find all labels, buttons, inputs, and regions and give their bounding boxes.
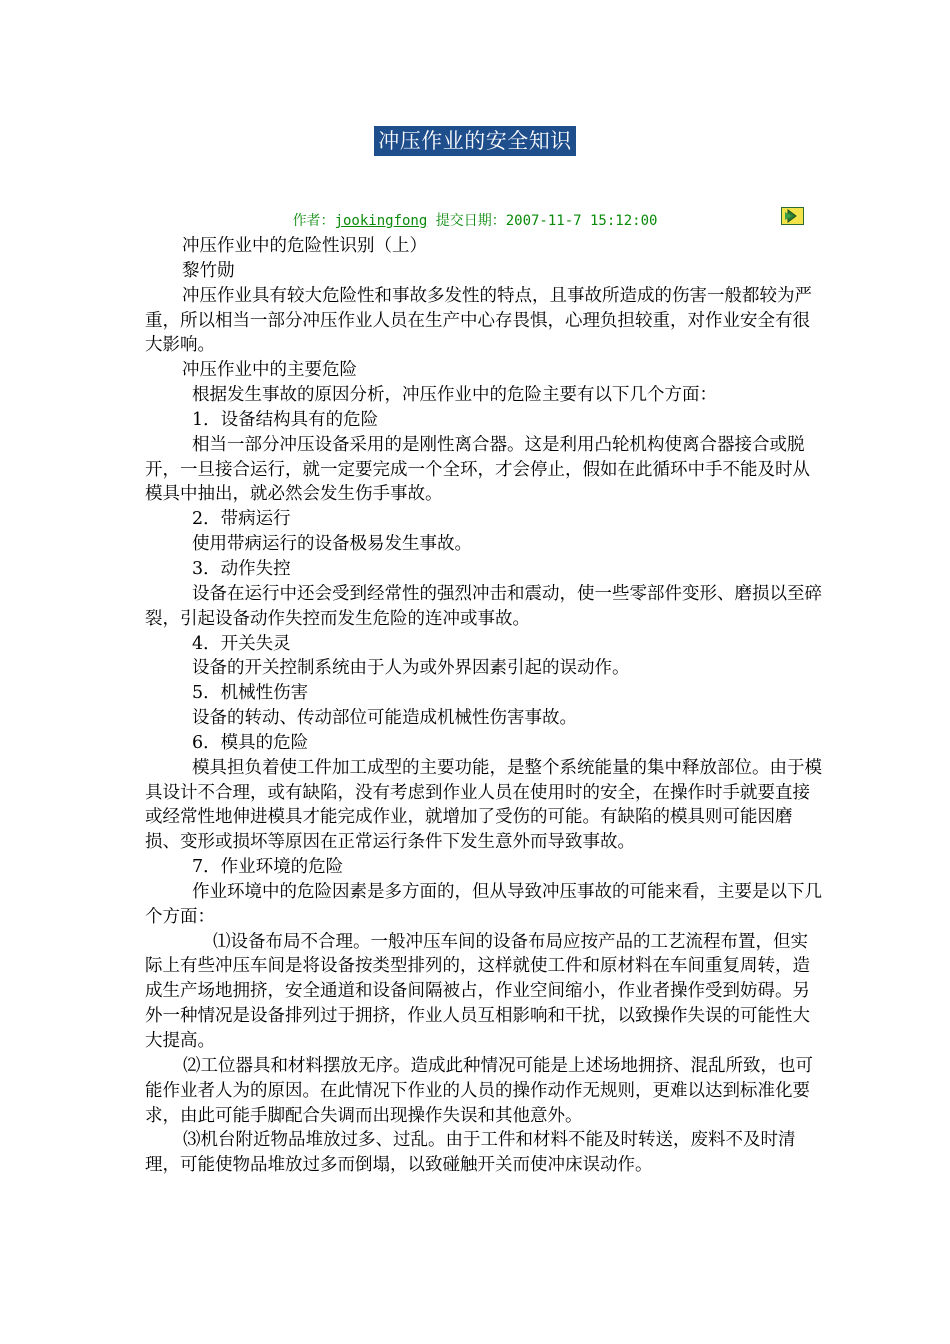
sub-item: ⑶机台附近物品堆放过多、过乱。由于工件和材料不能及时转送，废料不及时清理，可能使物品堆放过多而倒塌，以致碰触开关而使冲床误动作。 xyxy=(145,1130,796,1176)
paragraph: 设备的转动、传动部位可能造成机械性伤害事故。 xyxy=(192,708,577,729)
arrow-icon[interactable] xyxy=(781,207,804,225)
subtitle: 冲压作业中的危险性识别（上） xyxy=(182,236,427,256)
paragraph: 使用带病运行的设备极易发生事故。 xyxy=(192,534,472,555)
item-heading: 1．设备结构具有的危险 xyxy=(192,409,379,430)
sub-item: ⑴设备布局不合理。一般冲压车间的设备布局应按产品的工艺流程布置，但实际上有些冲压车间是将设备按类型排列的，这样就使工件和原材料在车间重复周转，造成生产场地拥挤，安全通道和设备间隔被占，作业空间缩小，作业者操作受到妨碍。另外一种情况是设备排列过于拥挤，作业人员互相影响和干扰，以致操作失误的可能性大大提高。 xyxy=(145,931,810,1051)
paragraph: 模具担负着使工件加工成型的主要功能，是整个系统能量的集中释放部位。由于模具设计不合理，或有缺陷，没有考虑到作业人员在使用时的安全，在操作时手就要直接或经常性地伸进模具才能完成作业，就增加了受伤的可能。有缺陷的模具则可能因磨损、变形或损坏等原因在正常运行条件下发生意外而导致事故。 xyxy=(145,757,822,853)
paragraph: 设备的开关控制系统由于人为或外界因素引起的误动作。 xyxy=(192,658,630,679)
item-heading: 3．动作失控 xyxy=(192,558,291,579)
item-heading: 5．机械性伤害 xyxy=(192,683,309,704)
paragraph: 冲压作业具有较大危险性和事故多发性的特点，且事故所造成的伤害一般都较为严重，所以相当一部分冲压作业人员在生产中心存畏惧，心理负担较重，对作业安全有很大影响。 xyxy=(145,285,812,356)
paragraph: 相当一部分冲压设备采用的是刚性离合器。这是利用凸轮机构使离合器接合或脱开，一旦接合运行，就一定要完成一个全环，才会停止，假如在此循环中手不能及时从模具中抽出，就必然会发生伤手事故。 xyxy=(145,434,810,505)
item-heading: 6．模具的危险 xyxy=(192,732,309,753)
page-title: 冲压作业的安全知识 xyxy=(374,126,576,156)
paragraph: 根据发生事故的原因分析，冲压作业中的危险主要有以下几个方面： xyxy=(192,385,717,406)
paragraph: 作业环境中的危险因素是多方面的，但从导致冲压事故的可能来看，主要是以下几个方面： xyxy=(145,881,822,927)
sub-item: ⑵工位器具和材料摆放无序。造成此种情况可能是上述场地拥挤、混乱所致，也可能作业者人为的原因。在此情况下作业的人员的操作动作无规则，更难以达到标准化要求，由此可能手脚配合失调而出现操作失误和其他意外。 xyxy=(145,1055,813,1126)
submit-date: 2007-11-7 15:12:00 xyxy=(505,213,658,229)
item-heading: 7．作业环境的危险 xyxy=(192,857,344,878)
author-link[interactable]: jookingfong xyxy=(334,213,428,229)
item-heading: 2．带病运行 xyxy=(192,509,291,530)
article-body xyxy=(145,234,825,1178)
paragraph: 设备在运行中还会受到经常性的强烈冲击和震动，使一些零部件变形、磨损以至碎裂，引起设备动作失控而发生危险的连冲或事故。 xyxy=(145,583,822,629)
title-bar xyxy=(0,126,950,156)
article-meta xyxy=(0,211,950,231)
date-label: 提交日期： xyxy=(427,213,506,229)
item-heading: 4．开关失灵 xyxy=(192,633,291,654)
author-name: 黎竹勋 xyxy=(182,260,235,281)
author-label: 作者： xyxy=(292,213,335,229)
section-heading: 冲压作业中的主要危险 xyxy=(182,360,357,381)
